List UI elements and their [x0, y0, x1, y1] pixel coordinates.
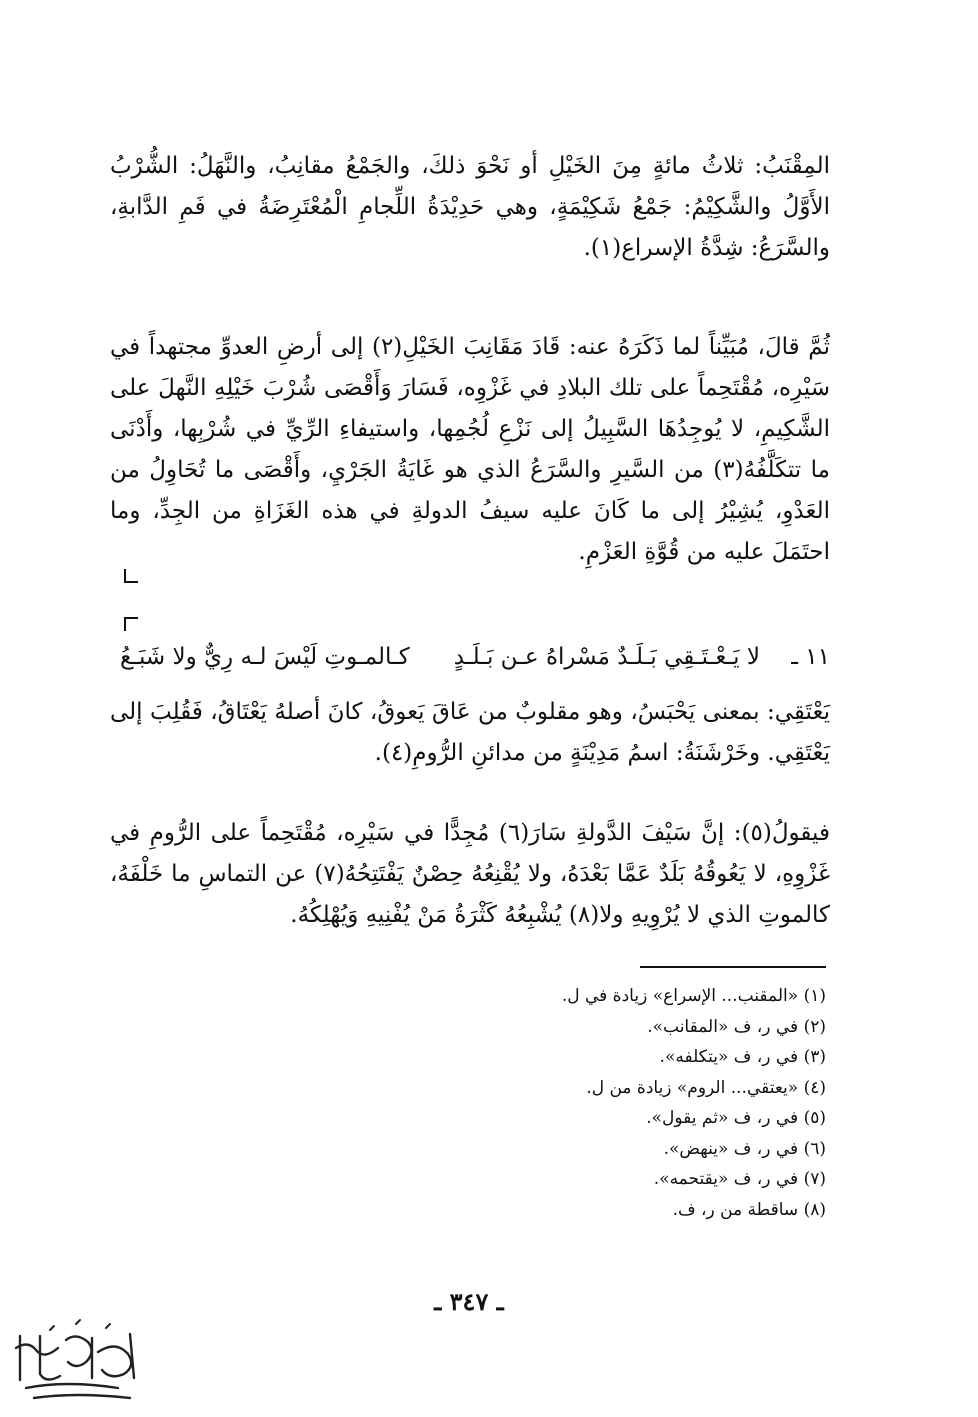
footnote: (٢) في ر، ف «المقانب».	[647, 1016, 826, 1037]
commentary-paragraph-4	[110, 813, 830, 936]
verse-first-hemistich: لا يَـعْـتَـقِي بَـلَـدٌ مَسْراهُ عـن بَـلَـدٍ	[453, 644, 760, 670]
footnote: (٦) في ر، ف «ينهض».	[663, 1138, 826, 1159]
commentary-paragraph-2	[110, 327, 830, 573]
footnote-separator	[640, 966, 826, 968]
footnote: (٤) «يعتقي... الروم» زيادة من ل.	[586, 1077, 826, 1098]
paragraph-text: فيقولُ(٥): إنَّ سَيْفَ الدَّولةِ سَارَ(٦) مُجِدًّا في سَيْرِه، مُقْتَحِماً على الرُّومِ في غَزْوِهِ، لا يَعُوقُهُ بَلَدٌ عَمَّا بَعْدَهُ، ولا يُقْنِعُهُ حِصْنٌ يَفْتَتِحُهُ(٧) عن التماسِ ما خَلْفَهُ، كالموتِ الذي لا يُرْوِيهِ ولا(٨) يُشْبِعُهُ كَثْرَةُ مَنْ يُفْنِيهِ وَيُهْلِكُهُ.	[110, 820, 830, 928]
verse-number: ١١ ـ	[791, 644, 830, 670]
poem-verse	[120, 635, 830, 679]
section-corner-mark	[124, 569, 138, 583]
footnote: (٣) في ر، ف «يتكلفه».	[659, 1047, 826, 1067]
footnotes-list	[440, 981, 826, 1225]
section-corner-mark	[124, 617, 138, 631]
footnote: (٥) في ر، ف «ثم يقول».	[646, 1108, 826, 1128]
commentary-paragraph-1	[110, 146, 830, 269]
paragraph-text: ثُمَّ قالَ، مُبَيِّناً لما ذَكَرَهُ عنه: قَادَ مَقَانِبَ الخَيْلِ(٢) إلى أرضِ العدوِّ مجتهداً في سَيْرِه، مُقْتَحِماً على تلك البلادِ في غَزْوِه، فَسَارَ وَأَقْصَى شُرْبَ خَيْلِهِ النَّهلَ على الشَّكِيمِ، لا يُوجِدُهَا السَّبِيلُ إلى نَزْعِ لُجُمِها، واستيفاءِ الرِّيِّ في شُرْبِها، وأَدْنَى ما تتكَلَّفُهُ(٣) من السَّيرِ والسَّرَعُ الذي هو غَايَةُ الجَرْيِ، وأَقْصَى ما تُحَاوِلُ من العَدْوِ، يُشِيْرُ إلى ما كَانَ عليه سيفُ الدولةِ في هذه الغَزَاةِ من الجِدِّ، وما احتَمَلَ عليه من قُوَّةِ العَزْمِ.	[110, 334, 830, 565]
commentary-paragraph-3	[110, 692, 830, 774]
footnote: (٧) في ر، ف «يقتحمه».	[653, 1169, 826, 1189]
footnote: (٨) ساقطة من ر، ف.	[672, 1199, 826, 1220]
calligraphy-stamp-logo	[6, 1318, 156, 1408]
paragraph-text: يَعْتَقِي: بمعنى يَحْبَسُ، وهو مقلوبٌ من عَاقَ يَعوقُ، كانَ أصلهُ يَعْتَاقُ، فَقُلِبَ إلى يَعْتَقِي. وخَرْشَنَةُ: اسمُ مَدِيْنَةٍ من مدائنِ الرُّومِ(٤).	[110, 699, 830, 766]
page-number: ـ ٣٤٧ ـ	[434, 1287, 504, 1316]
footnote: (١) «المقنب... الإسراع» زيادة في ل.	[561, 986, 826, 1006]
paragraph-text: المِقْنَبُ: ثلاثُ مائةٍ مِنَ الخَيْلِ أو نَحْوَ ذلكَ، والجَمْعُ مقانِبُ، والنَّهَلُ: الشُّرْبُ الأَوَّلُ والشَّكِيْمُ: جَمْعُ شَكِيْمَةٍ، وهي حَدِيْدَةُ اللِّجامِ الْمُعْتَرِضَةُ في فَمِ الدَّابةِ، والسَّرَعُ: شِدَّةُ الإسراع(١).	[110, 153, 830, 261]
verse-second-hemistich: كـالمـوتِ لَيْسَ لـه رِيٌّ ولا شَبَـعُ	[120, 644, 410, 670]
